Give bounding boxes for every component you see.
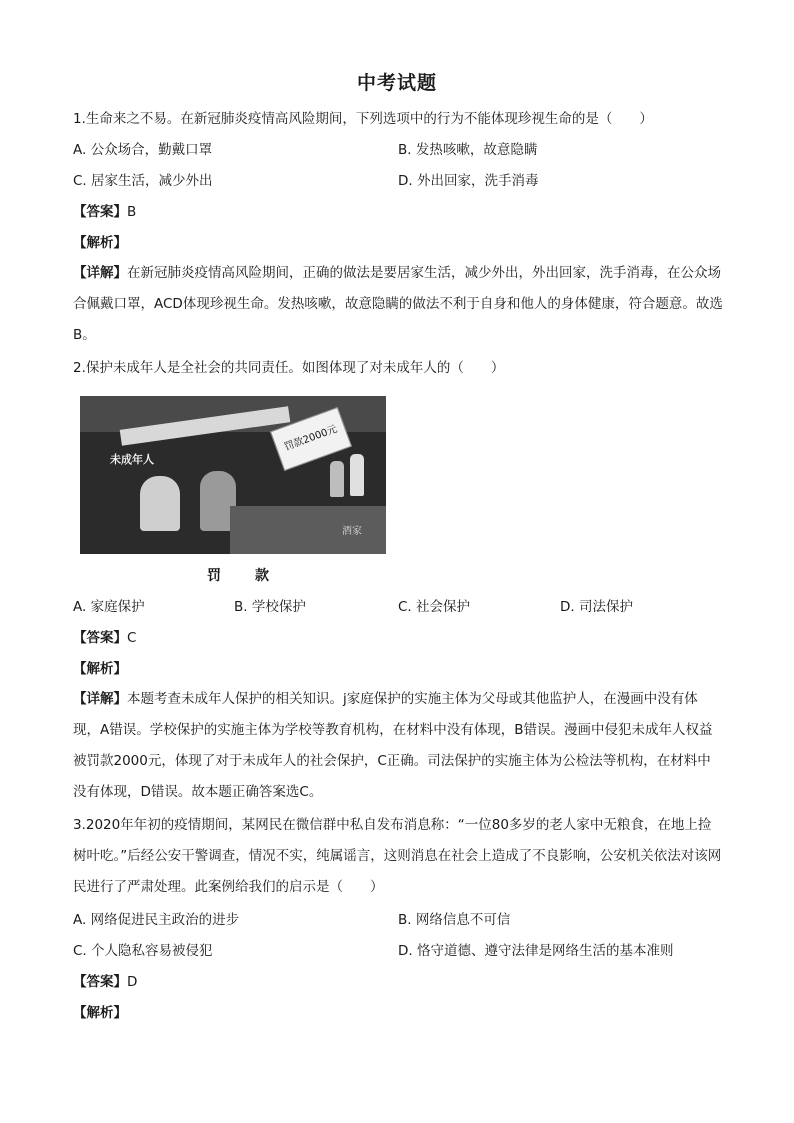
cartoon-caption: 罚 款 — [207, 568, 279, 584]
detail-label: 【详解】 — [73, 691, 127, 707]
fine-cartoon-image — [80, 396, 386, 554]
cartoon-minor-figure — [140, 476, 180, 531]
q2-option-d: D. 司法保护 — [560, 599, 633, 615]
q1-detail — [73, 258, 723, 351]
q1-analysis-label — [73, 234, 127, 252]
cartoon-counter — [230, 506, 386, 554]
detail-text: 在新冠肺炎疫情高风险期间，正确的做法是要居家生活，减少外出，外出回家，洗手消毒，在公众场合佩戴口罩，ACD体现珍视生命。发热咳嗽，故意隐瞒的做法不利于自身和他人的身体健康，符合题意。故选B。 — [73, 265, 723, 343]
question-2-stem: 2.保护未成年人是全社会的共同责任。如图体现了对未成年人的（ ） — [73, 360, 505, 376]
q2-option-a: A. 家庭保护 — [73, 599, 145, 615]
q2-analysis-label — [73, 660, 127, 678]
q1-option-a: A. 公众场合，勤戴口罩 — [73, 142, 213, 158]
analysis-label: 【解析】 — [73, 661, 127, 677]
answer-label: 【答案】 — [73, 630, 127, 646]
page-title: 中考试题 — [356, 72, 437, 94]
answer-label: 【答案】 — [73, 974, 127, 990]
q3-answer — [73, 973, 137, 991]
answer-value: C — [127, 630, 137, 646]
q3-option-b: B. 网络信息不可信 — [398, 912, 511, 928]
q3-analysis-label — [73, 1004, 127, 1022]
shop-sign: 酒家 — [342, 526, 362, 537]
answer-label: 【答案】 — [73, 204, 127, 220]
answer-value: B — [127, 204, 137, 220]
fine-ticket: 罚款2000元 — [270, 407, 352, 471]
answer-value: D — [127, 974, 138, 990]
q3-option-a: A. 网络促进民主政治的进步 — [73, 912, 240, 928]
bottle-icon — [350, 454, 364, 496]
q1-answer — [73, 203, 136, 221]
analysis-label: 【解析】 — [73, 235, 127, 251]
minor-label: 未成年人 — [110, 453, 154, 466]
analysis-label: 【解析】 — [73, 1005, 127, 1021]
q1-option-c: C. 居家生活，减少外出 — [73, 173, 213, 189]
q1-option-d: D. 外出回家，洗手消毒 — [398, 173, 539, 189]
q3-option-c: C. 个人隐私容易被侵犯 — [73, 943, 213, 959]
q2-option-c: C. 社会保护 — [398, 599, 471, 615]
detail-label: 【详解】 — [73, 265, 127, 281]
question-3-stem: 3.2020年年初的疫情期间，某网民在微信群中私自发布消息称：“一位80多岁的老人家中无粮食，在地上捡树叶吃。”后经公安干警调查，情况不实，纯属谣言，这则消息在社会上造成了不良影响，公安机关依法对该网民进行了严肃处理。此案例给我们的启示是（ ） — [73, 817, 722, 895]
q2-answer — [73, 629, 136, 647]
q3-option-d: D. 恪守道德、遵守法律是网络生活的基本准则 — [398, 943, 674, 959]
bottle-icon — [330, 461, 344, 497]
q2-option-b: B. 学校保护 — [234, 599, 306, 615]
q2-detail — [73, 684, 723, 808]
q1-option-b: B. 发热咳嗽，故意隐瞒 — [398, 142, 538, 158]
question-1-stem: 1.生命来之不易。在新冠肺炎疫情高风险期间，下列选项中的行为不能体现珍视生命的是（ ） — [73, 111, 653, 127]
detail-text: 本题考查未成年人保护的相关知识。j家庭保护的实施主体为父母或其他监护人，在漫画中没有体现，A错误。学校保护的实施主体为学校等教育机构，在材料中没有体现，B错误。漫画中侵犯未成年人权益被罚款2000元，体现了对于未成年人的社会保护，C正确。司法保护的实施主体为公检法等机构，在材料中没有体现，D错误。故本题正确答案选C。 — [73, 691, 713, 800]
